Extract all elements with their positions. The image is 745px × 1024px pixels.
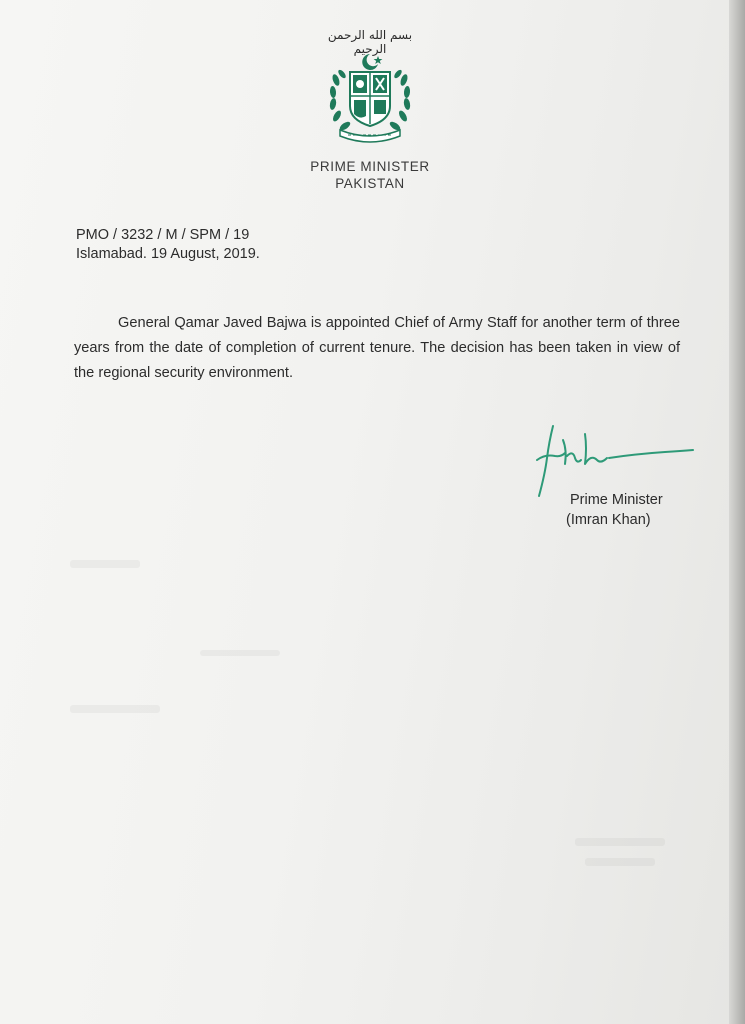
signatory-block [566, 490, 663, 530]
reference-block [76, 226, 260, 264]
office-title-line1: PRIME MINISTER [310, 159, 430, 174]
faint-mark [70, 705, 160, 713]
office-title [270, 158, 470, 192]
place-date: Islamabad. 19 August, 2019. [76, 246, 260, 262]
reference-number: PMO / 3232 / M / SPM / 19 [76, 227, 250, 243]
bismillah-header: بسم الله الرحمن الرحيم [327, 28, 413, 56]
faint-mark [200, 650, 280, 656]
state-emblem-icon [326, 50, 414, 146]
faint-mark [575, 838, 665, 846]
page-edge [729, 0, 745, 1024]
office-title-line2: PAKISTAN [335, 176, 405, 191]
faint-mark [585, 858, 655, 866]
signatory-title: Prime Minister [570, 492, 663, 508]
letter-paragraph: General Qamar Javed Bajwa is appointed Chief of Army Staff for another term of three years from the date of completion of current tenure. The decision has been taken in view of the regional security environment. [74, 315, 680, 381]
signature-icon [525, 420, 700, 500]
faint-mark [70, 560, 140, 568]
letter-body [74, 311, 680, 386]
signatory-name: (Imran Khan) [566, 512, 651, 528]
